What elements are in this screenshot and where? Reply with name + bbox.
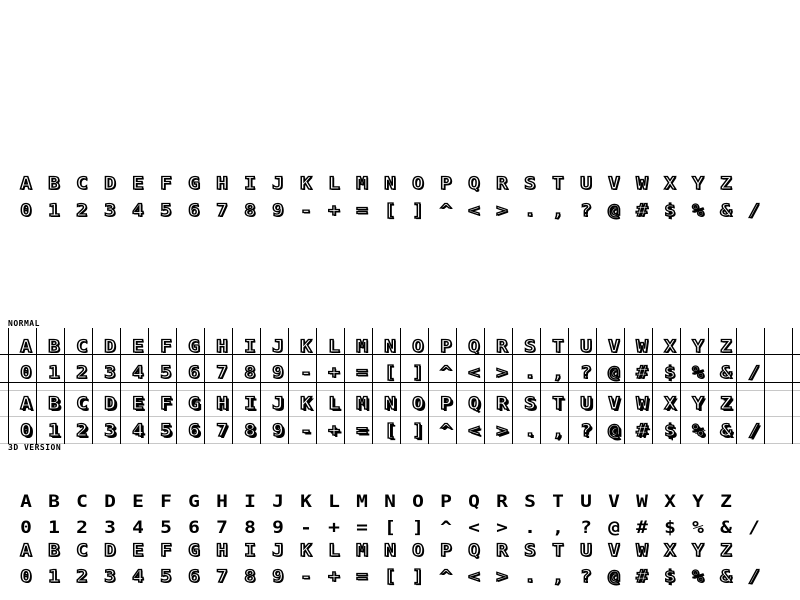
glyph: 2	[76, 363, 88, 383]
glyph: X	[664, 541, 676, 561]
glyph: Q	[468, 174, 480, 194]
glyph: .	[524, 518, 536, 538]
glyph: Z	[720, 492, 732, 512]
glyph: V	[608, 174, 620, 194]
glyph: &	[720, 363, 732, 383]
glyph: /	[748, 201, 760, 221]
glyph: 7	[216, 567, 228, 587]
glyph: [	[384, 567, 396, 587]
glyph: <	[468, 363, 480, 383]
glyph: A	[20, 492, 32, 512]
glyph: @	[608, 201, 620, 221]
glyph: 9	[272, 363, 284, 383]
glyph: R	[496, 174, 508, 194]
glyph: U	[580, 337, 592, 357]
glyph: Q	[468, 541, 480, 561]
glyph: 3	[104, 421, 116, 441]
glyph: <	[468, 518, 480, 538]
glyph: M	[356, 337, 368, 357]
glyph: [	[384, 518, 396, 538]
glyph: Z	[720, 541, 732, 561]
glyph: ]	[412, 201, 424, 221]
normal-label: NORMAL	[8, 319, 40, 328]
glyph: +	[328, 567, 340, 587]
glyph: .	[524, 567, 536, 587]
glyph: E	[132, 492, 144, 512]
glyph: Z	[720, 394, 732, 414]
glyph: K	[300, 541, 312, 561]
glyph: K	[300, 174, 312, 194]
glyph: =	[356, 567, 368, 587]
glyph: =	[356, 421, 368, 441]
glyph: .	[524, 201, 536, 221]
glyph: E	[132, 174, 144, 194]
glyph: 2	[76, 567, 88, 587]
glyph: I	[244, 541, 256, 561]
glyph: ^	[440, 518, 452, 538]
glyph: S	[524, 541, 536, 561]
glyph: 1	[48, 421, 60, 441]
glyph: G	[188, 394, 200, 414]
glyph: 7	[216, 201, 228, 221]
glyph: 3	[104, 567, 116, 587]
glyph: A	[20, 174, 32, 194]
glyph: I	[244, 394, 256, 414]
glyph: O	[412, 174, 424, 194]
glyph: $	[664, 567, 676, 587]
glyph: #	[636, 363, 648, 383]
normal-letters-row	[12, 336, 740, 358]
glyph: E	[132, 394, 144, 414]
glyph: 7	[216, 518, 228, 538]
glyph: P	[440, 492, 452, 512]
glyph: F	[160, 541, 172, 561]
glyph: 6	[188, 421, 200, 441]
glyph: 0	[20, 421, 32, 441]
glyph: C	[76, 337, 88, 357]
glyph: N	[384, 541, 396, 561]
glyph: P	[440, 337, 452, 357]
glyph: &	[720, 567, 732, 587]
glyph: Z	[720, 337, 732, 357]
threed-symbols-row	[12, 420, 768, 442]
glyph: -	[300, 421, 312, 441]
glyph: 4	[132, 421, 144, 441]
glyph: 9	[272, 421, 284, 441]
glyph: 5	[160, 567, 172, 587]
glyph: X	[664, 492, 676, 512]
glyph: X	[664, 174, 676, 194]
glyph: R	[496, 492, 508, 512]
glyph: T	[552, 337, 564, 357]
glyph: H	[216, 174, 228, 194]
glyph: A	[20, 337, 32, 357]
glyph: J	[272, 174, 284, 194]
preview-letters-row	[12, 173, 740, 195]
glyph: O	[412, 492, 424, 512]
glyph: #	[636, 567, 648, 587]
glyph: 5	[160, 518, 172, 538]
solid-symbols-row	[12, 517, 768, 539]
glyph: $	[664, 201, 676, 221]
glyph: ?	[580, 518, 592, 538]
glyph: ]	[412, 421, 424, 441]
glyph: Q	[468, 337, 480, 357]
glyph: H	[216, 541, 228, 561]
glyph: Q	[468, 492, 480, 512]
glyph: Y	[692, 394, 704, 414]
glyph: C	[76, 541, 88, 561]
glyph: $	[664, 421, 676, 441]
glyph: +	[328, 518, 340, 538]
glyph: #	[636, 421, 648, 441]
glyph: 0	[20, 363, 32, 383]
glyph: H	[216, 337, 228, 357]
glyph: R	[496, 337, 508, 357]
glyph: +	[328, 363, 340, 383]
glyph: ?	[580, 421, 592, 441]
glyph: T	[552, 174, 564, 194]
glyph: 7	[216, 363, 228, 383]
glyph: $	[664, 518, 676, 538]
glyph: P	[440, 541, 452, 561]
glyph: 3	[104, 201, 116, 221]
glyph: Q	[468, 394, 480, 414]
glyph: C	[76, 492, 88, 512]
glyph: F	[160, 394, 172, 414]
glyph: 8	[244, 567, 256, 587]
glyph: /	[748, 363, 760, 383]
glyph: J	[272, 394, 284, 414]
glyph: B	[48, 541, 60, 561]
glyph: T	[552, 492, 564, 512]
glyph: %	[692, 567, 704, 587]
glyph: =	[356, 363, 368, 383]
glyph: 8	[244, 421, 256, 441]
glyph: 5	[160, 421, 172, 441]
glyph: 4	[132, 518, 144, 538]
glyph: D	[104, 337, 116, 357]
normal-symbols-row	[12, 362, 768, 384]
glyph: F	[160, 492, 172, 512]
glyph: D	[104, 541, 116, 561]
glyph: U	[580, 394, 592, 414]
glyph: =	[356, 201, 368, 221]
glyph: <	[468, 567, 480, 587]
glyph: %	[692, 201, 704, 221]
glyph: 8	[244, 201, 256, 221]
glyph: R	[496, 394, 508, 414]
glyph: S	[524, 492, 536, 512]
glyph: 9	[272, 567, 284, 587]
glyph: O	[412, 337, 424, 357]
glyph: <	[468, 421, 480, 441]
glyph: G	[188, 337, 200, 357]
glyph: 6	[188, 567, 200, 587]
glyph: V	[608, 337, 620, 357]
glyph: B	[48, 174, 60, 194]
glyph: ,	[552, 363, 564, 383]
glyph: S	[524, 394, 536, 414]
glyph: .	[524, 421, 536, 441]
glyph: ]	[412, 567, 424, 587]
glyph: 6	[188, 201, 200, 221]
glyph: S	[524, 337, 536, 357]
glyph: W	[636, 174, 648, 194]
glyph: G	[188, 174, 200, 194]
glyph: V	[608, 492, 620, 512]
glyph: T	[552, 394, 564, 414]
glyph: +	[328, 201, 340, 221]
glyph: R	[496, 541, 508, 561]
glyph: Y	[692, 541, 704, 561]
solid-letters-row	[12, 491, 740, 513]
glyph: 4	[132, 201, 144, 221]
glyph: &	[720, 421, 732, 441]
glyph: 8	[244, 363, 256, 383]
glyph: D	[104, 492, 116, 512]
preview-symbols-row	[12, 200, 768, 222]
glyph: K	[300, 394, 312, 414]
glyph: D	[104, 394, 116, 414]
glyph: J	[272, 337, 284, 357]
glyph: 1	[48, 567, 60, 587]
glyph: /	[748, 518, 760, 538]
glyph: @	[608, 363, 620, 383]
glyph: J	[272, 492, 284, 512]
glyph: W	[636, 394, 648, 414]
glyph: U	[580, 174, 592, 194]
glyph: 6	[188, 518, 200, 538]
glyph: ^	[440, 363, 452, 383]
glyph: @	[608, 421, 620, 441]
glyph: V	[608, 394, 620, 414]
glyph: K	[300, 337, 312, 357]
glyph: ,	[552, 518, 564, 538]
glyph: &	[720, 201, 732, 221]
glyph: B	[48, 394, 60, 414]
glyph: O	[412, 541, 424, 561]
glyph: J	[272, 541, 284, 561]
glyph: 1	[48, 518, 60, 538]
glyph: Y	[692, 492, 704, 512]
glyph: L	[328, 174, 340, 194]
glyph: %	[692, 363, 704, 383]
glyph: $	[664, 363, 676, 383]
glyph: N	[384, 394, 396, 414]
glyph: ^	[440, 421, 452, 441]
glyph: 4	[132, 363, 144, 383]
glyph: -	[300, 567, 312, 587]
glyph: G	[188, 492, 200, 512]
glyph: @	[608, 518, 620, 538]
glyph: U	[580, 492, 592, 512]
glyph: ?	[580, 363, 592, 383]
glyph: 1	[48, 201, 60, 221]
glyph: /	[748, 567, 760, 587]
glyph: ,	[552, 421, 564, 441]
glyph: 3	[104, 363, 116, 383]
glyph: L	[328, 492, 340, 512]
glyph: W	[636, 541, 648, 561]
glyph: .	[524, 363, 536, 383]
glyph: 9	[272, 518, 284, 538]
grid-line	[8, 328, 9, 444]
glyph: P	[440, 174, 452, 194]
grid-line	[792, 328, 793, 444]
glyph: %	[692, 518, 704, 538]
glyph: A	[20, 394, 32, 414]
glyph: N	[384, 492, 396, 512]
glyph: Y	[692, 337, 704, 357]
glyph: #	[636, 201, 648, 221]
glyph: Y	[692, 174, 704, 194]
outline-symbols-row	[12, 566, 768, 588]
threed-letters-row	[12, 393, 740, 415]
glyph: P	[440, 394, 452, 414]
glyph: 1	[48, 363, 60, 383]
glyph: V	[608, 541, 620, 561]
glyph: M	[356, 492, 368, 512]
glyph: %	[692, 421, 704, 441]
glyph: H	[216, 394, 228, 414]
glyph: B	[48, 492, 60, 512]
glyph: >	[496, 518, 508, 538]
glyph: C	[76, 394, 88, 414]
glyph: 0	[20, 518, 32, 538]
threed-label: 3D VERSION	[8, 443, 62, 452]
glyph: 5	[160, 363, 172, 383]
glyph: 7	[216, 421, 228, 441]
glyph: 3	[104, 518, 116, 538]
glyph: L	[328, 541, 340, 561]
glyph: +	[328, 421, 340, 441]
glyph: 9	[272, 201, 284, 221]
glyph: 5	[160, 201, 172, 221]
glyph: [	[384, 363, 396, 383]
glyph: C	[76, 174, 88, 194]
glyph: 2	[76, 518, 88, 538]
glyph: W	[636, 492, 648, 512]
glyph: @	[608, 567, 620, 587]
glyph: >	[496, 421, 508, 441]
glyph: E	[132, 337, 144, 357]
glyph: ?	[580, 567, 592, 587]
glyph: X	[664, 394, 676, 414]
glyph: >	[496, 363, 508, 383]
glyph: /	[748, 421, 760, 441]
glyph: Z	[720, 174, 732, 194]
glyph: ,	[552, 201, 564, 221]
glyph: S	[524, 174, 536, 194]
glyph: I	[244, 174, 256, 194]
glyph: 2	[76, 201, 88, 221]
glyph: G	[188, 541, 200, 561]
glyph: A	[20, 541, 32, 561]
glyph: 0	[20, 201, 32, 221]
glyph: >	[496, 201, 508, 221]
glyph: ^	[440, 567, 452, 587]
glyph: &	[720, 518, 732, 538]
glyph: X	[664, 337, 676, 357]
glyph: 8	[244, 518, 256, 538]
glyph: K	[300, 492, 312, 512]
glyph: -	[300, 518, 312, 538]
glyph: I	[244, 337, 256, 357]
glyph: -	[300, 363, 312, 383]
glyph: E	[132, 541, 144, 561]
glyph: H	[216, 492, 228, 512]
glyph: 6	[188, 363, 200, 383]
glyph: L	[328, 337, 340, 357]
glyph: M	[356, 394, 368, 414]
glyph: ^	[440, 201, 452, 221]
glyph: #	[636, 518, 648, 538]
glyph: [	[384, 201, 396, 221]
glyph: O	[412, 394, 424, 414]
glyph: -	[300, 201, 312, 221]
glyph: T	[552, 541, 564, 561]
glyph: ]	[412, 363, 424, 383]
glyph: ?	[580, 201, 592, 221]
glyph: >	[496, 567, 508, 587]
glyph: F	[160, 337, 172, 357]
glyph: W	[636, 337, 648, 357]
glyph: 2	[76, 421, 88, 441]
outline-letters-row	[12, 540, 740, 562]
glyph: L	[328, 394, 340, 414]
glyph: N	[384, 337, 396, 357]
glyph: I	[244, 492, 256, 512]
glyph: F	[160, 174, 172, 194]
glyph: U	[580, 541, 592, 561]
glyph: =	[356, 518, 368, 538]
glyph: ,	[552, 567, 564, 587]
glyph: M	[356, 174, 368, 194]
glyph: N	[384, 174, 396, 194]
glyph: ]	[412, 518, 424, 538]
glyph: [	[384, 421, 396, 441]
glyph: <	[468, 201, 480, 221]
glyph: M	[356, 541, 368, 561]
glyph: B	[48, 337, 60, 357]
glyph: 4	[132, 567, 144, 587]
glyph: 0	[20, 567, 32, 587]
glyph: D	[104, 174, 116, 194]
